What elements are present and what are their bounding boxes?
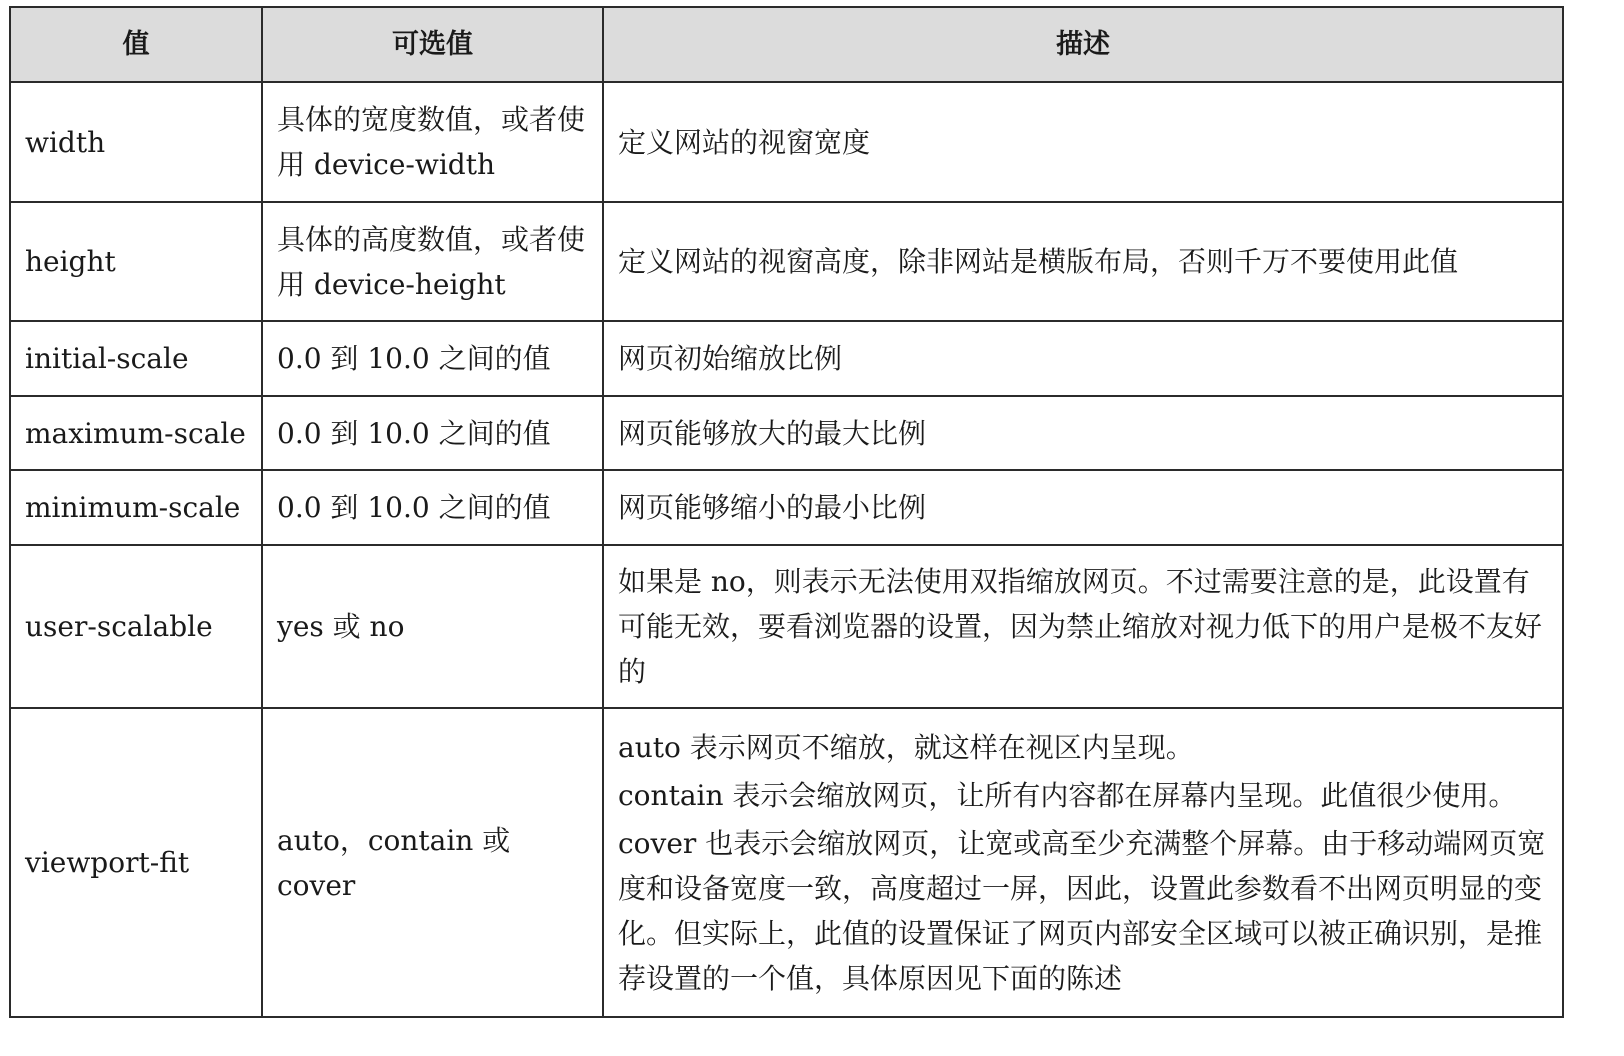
table-row — [10, 202, 1563, 321]
row-options: 0.0 到 10.0 之间的值 — [262, 470, 603, 545]
row-name: viewport-fit — [10, 708, 262, 1017]
viewport-meta-table — [9, 6, 1564, 1018]
description-paragraph: contain 表示会缩放网页，让所有内容都在屏幕内呈现。此值很少使用。 — [618, 778, 1517, 812]
description-paragraph: cover 也表示会缩放网页，让宽或高至少充满整个屏幕。由于移动端网页宽度和设备宽度一致，高度超过一屏，因此，设置此参数看不出网页明显的变化。但实际上，此值的设置保证了网页内部安全区域可以被正确识别，是推荐设置的一个值，具体原因见下面的陈述 — [618, 826, 1546, 995]
table-row — [10, 321, 1563, 396]
row-options: auto，contain 或 cover — [262, 708, 603, 1017]
table-body — [10, 82, 1563, 1017]
row-description — [603, 708, 1563, 1017]
row-name: maximum-scale — [10, 396, 262, 470]
row-options: 0.0 到 10.0 之间的值 — [262, 396, 603, 470]
row-options: 具体的高度数值，或者使用 device-height — [262, 202, 603, 321]
header-options: 可选值 — [262, 7, 603, 82]
row-description: 网页能够缩小的最小比例 — [603, 470, 1563, 545]
row-name: user-scalable — [10, 545, 262, 708]
row-name: minimum-scale — [10, 470, 262, 545]
row-name: initial-scale — [10, 321, 262, 396]
header-value: 值 — [10, 7, 262, 82]
row-description: 定义网站的视窗宽度 — [603, 82, 1563, 202]
table-row — [10, 396, 1563, 470]
row-description: 如果是 no，则表示无法使用双指缩放网页。不过需要注意的是，此设置有可能无效，要看浏览器的设置，因为禁止缩放对视力低下的用户是极不友好的 — [603, 545, 1563, 708]
row-options: yes 或 no — [262, 545, 603, 708]
table-row — [10, 545, 1563, 708]
row-name: height — [10, 202, 262, 321]
row-description: 网页能够放大的最大比例 — [603, 396, 1563, 470]
table-row — [10, 708, 1563, 1017]
row-options: 0.0 到 10.0 之间的值 — [262, 321, 603, 396]
description-paragraph: auto 表示网页不缩放，就这样在视区内呈现。 — [618, 730, 1194, 764]
row-name: width — [10, 82, 262, 202]
header-row — [10, 7, 1563, 82]
table-header — [10, 7, 1563, 82]
row-description: 定义网站的视窗高度，除非网站是横版布局，否则千万不要使用此值 — [603, 202, 1563, 321]
row-options: 具体的宽度数值，或者使用 device-width — [262, 82, 603, 202]
table-row — [10, 470, 1563, 545]
table-row — [10, 82, 1563, 202]
row-description: 网页初始缩放比例 — [603, 321, 1563, 396]
header-description: 描述 — [603, 7, 1563, 82]
